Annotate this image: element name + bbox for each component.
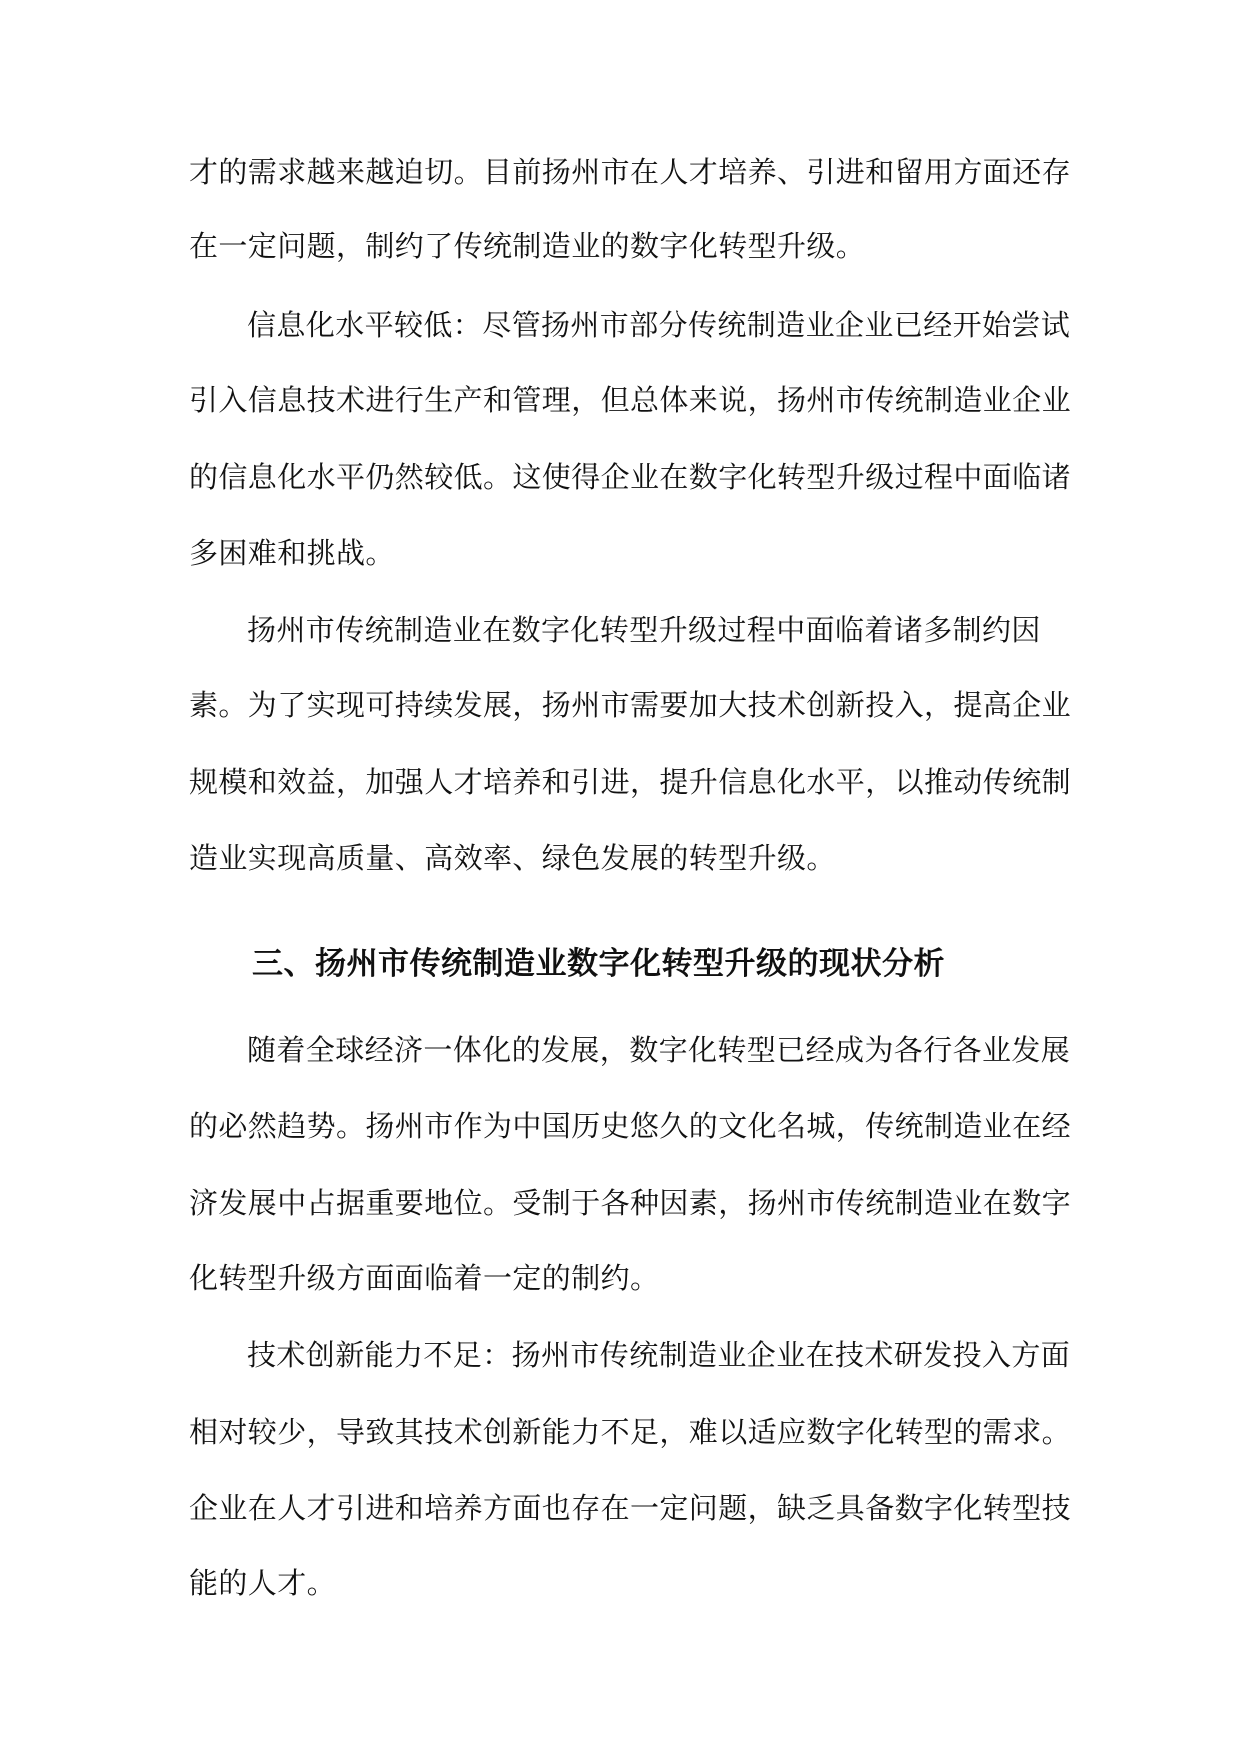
text-line: 引入信息技术进行生产和管理，但总体来说，扬州市传统制造业企业 [189, 383, 1072, 417]
text-line: 规模和效益，加强人才培养和引进，提升信息化水平，以推动传统制 [189, 765, 1072, 799]
text-line: 扬州市传统制造业在数字化转型升级过程中面临着诸多制约因 [247, 613, 1041, 647]
section-heading: 三、扬州市传统制造业数字化转型升级的现状分析 [252, 946, 945, 982]
text-line: 技术创新能力不足：扬州市传统制造业企业在技术研发投入方面 [247, 1338, 1071, 1372]
text-line: 造业实现高质量、高效率、绿色发展的转型升级。 [189, 841, 836, 875]
text-line: 企业在人才引进和培养方面也存在一定问题，缺乏具备数字化转型技 [189, 1491, 1072, 1525]
text-line: 济发展中占据重要地位。受制于各种因素，扬州市传统制造业在数字 [189, 1186, 1072, 1220]
text-line: 多困难和挑战。 [189, 536, 395, 570]
text-line: 素。为了实现可持续发展，扬州市需要加大技术创新投入，提高企业 [189, 688, 1072, 722]
text-line: 化转型升级方面面临着一定的制约。 [189, 1261, 660, 1295]
text-line: 在一定问题，制约了传统制造业的数字化转型升级。 [189, 229, 866, 263]
text-line: 随着全球经济一体化的发展，数字化转型已经成为各行各业发展 [247, 1033, 1071, 1067]
text-line: 的信息化水平仍然较低。这使得企业在数字化转型升级过程中面临诸 [189, 460, 1072, 494]
text-line: 才的需求越来越迫切。目前扬州市在人才培养、引进和留用方面还存 [189, 155, 1072, 189]
text-line: 的必然趋势。扬州市作为中国历史悠久的文化名城，传统制造业在经 [189, 1109, 1072, 1143]
text-line: 相对较少，导致其技术创新能力不足，难以适应数字化转型的需求。 [189, 1415, 1072, 1449]
text-line: 信息化水平较低：尽管扬州市部分传统制造业企业已经开始尝试 [247, 308, 1071, 342]
text-line: 能的人才。 [189, 1566, 337, 1600]
